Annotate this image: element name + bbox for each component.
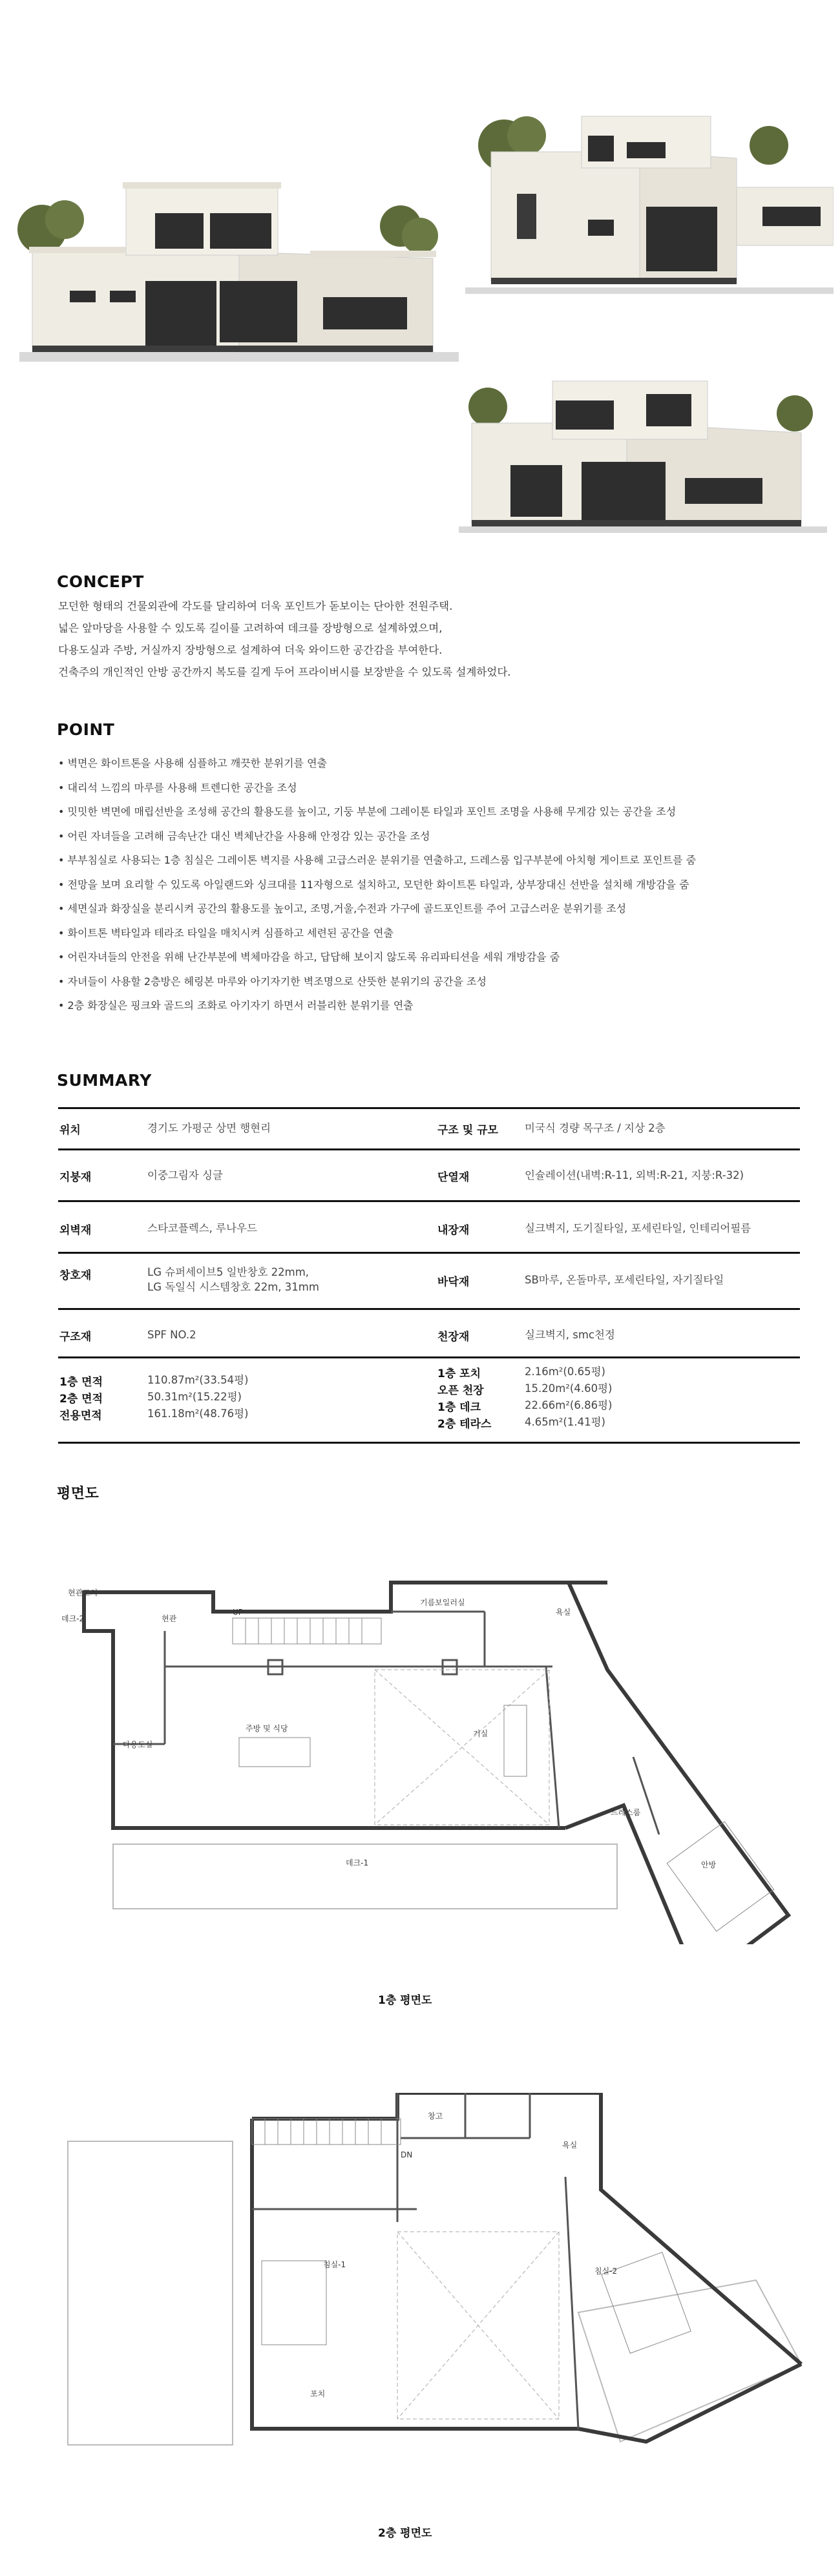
roof-value: 이중그림자 싱글 (147, 1169, 223, 1181)
area-value: 161.18m²(48.76평) (147, 1407, 249, 1420)
floor-plan-2f (39, 2093, 814, 2455)
label-bed2: 침실-2 (594, 2267, 618, 2276)
label-bath2: 욕실 (562, 2141, 578, 2150)
house-render-front-left (13, 168, 459, 368)
structure-value: 미국식 경량 목구조 / 지상 2층 (525, 1122, 666, 1134)
insulation-label: 단열재 (437, 1171, 470, 1184)
window-value (147, 1265, 319, 1294)
structure-label: 구조 및 규모 (437, 1124, 498, 1137)
list-item: • 어린 자녀들을 고려해 금속난간 대신 벽체난간을 사용해 안정감 있는 공간을 조성 (58, 824, 696, 849)
concept-line: 건축주의 개인적인 안방 공간까지 복도를 길게 두어 프라이버시를 보장받을 수 있도록 설계하었다. (58, 666, 511, 678)
area-label: 1층 포치 (437, 1367, 481, 1380)
label-bath: 욕실 (556, 1608, 571, 1617)
label-porch: 현관포치 (68, 1588, 98, 1597)
label-dn: DN (401, 2150, 413, 2159)
point-title: POINT (57, 720, 115, 739)
floor-value: SB마루, 온돌마루, 포세린타일, 자기질타일 (525, 1274, 724, 1286)
concept-line: 모던한 형태의 건물외관에 각도를 달리하여 더욱 포인트가 돋보이는 단아한 전원주택. (58, 600, 453, 612)
area-label: 전용면적 (59, 1409, 102, 1422)
summary-title: SUMMARY (57, 1071, 152, 1090)
area-value: 50.31m²(15.22평) (147, 1391, 242, 1403)
label-living: 거실 (473, 1729, 488, 1738)
list-item: • 2층 화장실은 핑크와 골드의 조화로 아기자기 하면서 러블리한 분위기를 연출 (58, 993, 696, 1018)
label-utility: 다용도실 (123, 1740, 153, 1749)
label-boiler: 기름보일러실 (420, 1598, 465, 1607)
ceiling-value: 실크벽지, smc천정 (525, 1329, 615, 1341)
concept-title: CONCEPT (57, 572, 144, 591)
label-porch2: 포치 (310, 2389, 326, 2398)
struct-mat-label: 구조재 (59, 1331, 92, 1344)
label-up: UP (233, 1608, 244, 1617)
window-label: 창호재 (59, 1269, 92, 1282)
list-item: • 대리석 느낌의 마루를 사용해 트렌디한 공간을 조성 (58, 776, 696, 800)
area-value: 4.65m²(1.41평) (525, 1416, 605, 1428)
area-label: 2층 면적 (59, 1393, 103, 1406)
divider (58, 1252, 800, 1254)
label-entrance: 현관 (162, 1614, 177, 1623)
concept-line: 다용도실과 주방, 거실까지 장방형으로 설계하여 더욱 와이드한 공간감을 부여한다. (58, 644, 443, 656)
list-item: • 밋밋한 벽면에 매립선반을 조성해 공간의 활용도를 높이고, 기둥 부분에 그레이톤 타일과 포인트 조명을 사용해 무게감 있는 공간을 조성 (58, 800, 696, 824)
label-deck2: 데크-2 (61, 1614, 85, 1623)
interior-label: 내장재 (437, 1224, 470, 1237)
area-value: 15.20m²(4.60평) (525, 1382, 613, 1395)
area-value: 22.66m²(6.86평) (525, 1399, 613, 1411)
roof-label: 지붕재 (59, 1171, 92, 1184)
interior-value: 실크벽지, 도기질타일, 포세린타일, 인테리어필름 (525, 1222, 751, 1234)
area-label: 1층 데크 (437, 1401, 481, 1414)
area-label: 2층 테라스 (437, 1418, 492, 1431)
area-value: 2.16m²(0.65평) (525, 1366, 605, 1378)
insulation-value: 인슐레이션(내벽:R-11, 외벽:R-21, 지붕:R-32) (525, 1169, 744, 1181)
list-item: • 어린자녀들의 안전을 위해 난간부분에 벽체마감을 하고, 답답해 보이지 않도록 유리파티션을 세워 개방감을 줌 (58, 945, 696, 970)
list-item: • 세면실과 화장실을 분리시켜 공간의 활용도를 높이고, 조명,거울,수전과 가구에 골드포인트를 주어 고급스러운 분위기를 조성 (58, 897, 696, 921)
divider (58, 1148, 800, 1150)
point-list (58, 751, 696, 1018)
list-item: • 자녀들이 사용할 2층방은 헤링본 마루와 아기자기한 벽조명으로 산뜻한 분위기의 공간을 조성 (58, 970, 696, 994)
floorplan-title: 평면도 (57, 1486, 100, 1502)
house-render-right (465, 97, 834, 297)
label-master: 안방 (701, 1860, 717, 1869)
label-deck1: 데크-1 (346, 1858, 369, 1867)
concept-body (58, 596, 511, 683)
struct-mat-value: SPF NO.2 (147, 1329, 196, 1341)
area-label: 1층 면적 (59, 1376, 103, 1389)
house-render-back (459, 368, 827, 536)
window-value-line: LG 슈퍼세이브5 일반창호 22mm, (147, 1266, 310, 1278)
list-item: • 벽면은 화이트톤을 사용해 심플하고 깨끗한 분위기를 연출 (58, 751, 696, 776)
list-item: • 부부침실로 사용되는 1층 침실은 그레이톤 벽지를 사용해 고급스러운 분위기를 연출하고, 드레스룸 입구부분에 아치형 게이트로 포인트를 줌 (58, 848, 696, 873)
ceiling-label: 천장재 (437, 1331, 470, 1344)
divider (58, 1442, 800, 1444)
divider (58, 1356, 800, 1358)
divider (58, 1308, 800, 1310)
label-bed1: 침실-1 (323, 2260, 346, 2269)
location-value: 경기도 가평군 상면 행현리 (147, 1122, 271, 1134)
window-value-line: LG 독일식 시스템창호 22m, 31mm (147, 1281, 319, 1293)
location-label: 위치 (59, 1124, 81, 1137)
divider (58, 1200, 800, 1202)
plan1-caption: 1층 평면도 (378, 1994, 432, 2007)
floor-label: 바닥재 (437, 1276, 470, 1289)
floor-plan-1f (39, 1531, 814, 1944)
concept-line: 넓은 앞마당을 사용할 수 있도록 길이를 고려하여 데크를 장방형으로 설계하였으며, (58, 622, 443, 634)
area-label: 오픈 천장 (437, 1384, 484, 1397)
list-item: • 전망을 보며 요리할 수 있도록 아일랜드와 싱크대를 11자형으로 설치하고, 모던한 화이트톤 타일과, 상부장대신 선반을 설치해 개방감을 줌 (58, 873, 696, 897)
label-kitchen: 주방 및 식당 (246, 1724, 288, 1733)
plan2-caption: 2층 평면도 (378, 2527, 432, 2540)
exterior-label: 외벽재 (59, 1224, 92, 1237)
divider (58, 1107, 800, 1109)
label-storage: 창고 (428, 2112, 443, 2121)
exterior-value: 스타코플렉스, 루나우드 (147, 1222, 257, 1234)
list-item: • 화이트톤 벽타일과 테라조 타일을 매치시켜 심플하고 세련된 공간을 연출 (58, 921, 696, 946)
area-value: 110.87m²(33.54평) (147, 1374, 249, 1386)
label-dress: 드레스룸 (611, 1808, 641, 1817)
